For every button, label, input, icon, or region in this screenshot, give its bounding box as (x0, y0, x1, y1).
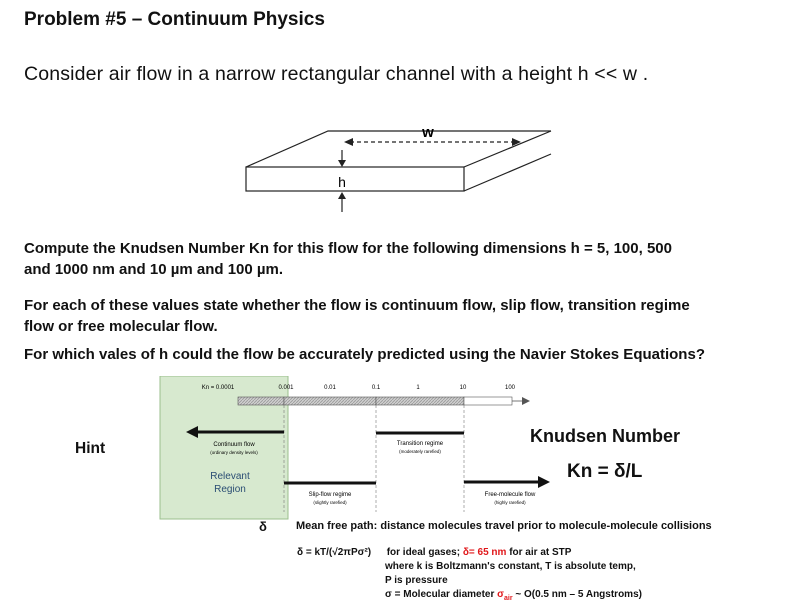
continuum-sublabel: (ordinary density levels) (210, 450, 258, 455)
mean-free-path-formula: δ = kT/(√2πPσ²) (297, 547, 372, 558)
knudsen-regime-diagram (158, 376, 558, 520)
free-molecule-sublabel: (highly rarefied) (494, 500, 526, 505)
delta-symbol: δ (259, 519, 267, 534)
continuum-label: Continuum flow (213, 442, 255, 448)
channel-back-top (246, 131, 551, 167)
relevant-region-label: Region (214, 484, 246, 495)
knudsen-number-formula: Kn = δ/L (567, 461, 643, 482)
transition-sublabel: (moderately rarefied) (399, 449, 441, 454)
scale-bar-transition (376, 397, 464, 405)
kn-tick-label: 10 (459, 385, 467, 391)
question-1: Compute the Knudsen Number Kn for this flow for the following dimensions h = 5, 100, 500 and 1000 nm and 10 µm and 100 µm. (24, 240, 672, 278)
boltzmann-note: where k is Boltzmann's constant, T is absolute temp, (385, 561, 636, 572)
problem-intro: Consider air flow in a narrow rectangular channel with a height h << w . (24, 63, 649, 85)
slip-label: Slip-flow regime (308, 492, 352, 498)
question-3: For which vales of h could the flow be accurately predicted using the Navier Stokes Equations? (24, 346, 705, 363)
channel-top-right-edge (464, 131, 551, 167)
kn-tick-label: 0.001 (278, 385, 294, 391)
h-label: h (338, 174, 346, 190)
transition-label: Transition regime (396, 441, 444, 447)
page-title: Problem #5 – Continuum Physics (24, 9, 325, 30)
air-mean-free-path-value: δ= 65 nm (462, 547, 507, 558)
free-molecule-arrow-icon (538, 476, 550, 488)
kn-tick-label: 0.01 (324, 385, 336, 391)
channel-back-bottom (464, 154, 551, 191)
channel-figure (240, 120, 570, 220)
kn-tick-label: 1 (416, 385, 420, 391)
channel-front-face (246, 167, 464, 191)
pressure-note: P is pressure (385, 575, 448, 586)
w-arrow-left-icon (344, 138, 353, 146)
scale-bar-continuum (238, 397, 284, 405)
w-label: w (422, 124, 434, 141)
molecular-diameter-note: σ = Molecular diameter $\sigma_{air}$ ~ O(0.5 nm – 5 Angstroms) (385, 589, 642, 602)
h-arrow-down-icon (338, 160, 346, 167)
question-2: For each of these values state whether the flow is continuum flow, slip flow, transition regime flow or free molecular flow. (24, 297, 690, 335)
scale-bar-free (464, 397, 512, 405)
scale-bar-arrow-icon (522, 397, 530, 405)
mean-free-path-definition: Mean free path: distance molecules travel prior to molecule-molecule collisions (296, 520, 712, 532)
relevant-region-label: Relevant (210, 471, 250, 482)
knudsen-number-title: Knudsen Number (530, 426, 681, 446)
hint-label: Hint (75, 440, 106, 457)
scale-bar-slip (284, 397, 376, 405)
slip-sublabel: (slightly rarefied) (313, 500, 347, 505)
kn-tick-label: 0.1 (371, 385, 381, 391)
mean-free-path-formula-line: δ = kT/(√2πPσ²) for ideal gases; δ= 65 nm for air at STP (297, 547, 572, 558)
kn-tick-label: Kn = 0.0001 (201, 385, 235, 391)
h-arrow-up-icon (338, 192, 346, 199)
free-molecule-label: Free-molecule flow (484, 492, 536, 498)
kn-tick-label: 100 (504, 385, 516, 391)
